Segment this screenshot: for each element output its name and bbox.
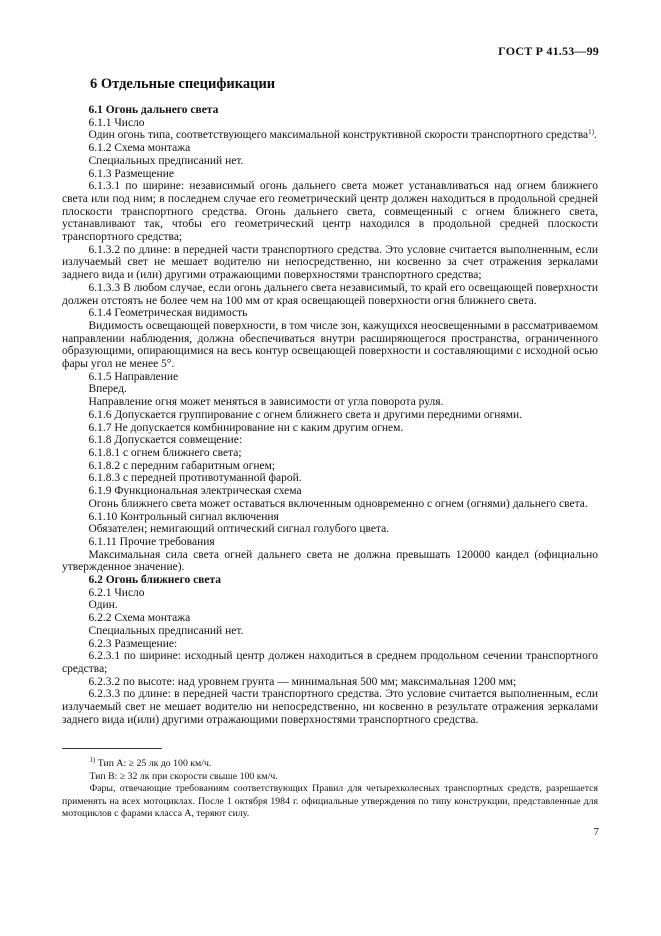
paragraph-text: Обязателен; немигающий оптический сигнал голубого цвета. xyxy=(88,523,390,536)
paragraph-text: 6.1.3.1 по ширине: независимый огонь дальнего света может устанавливаться над огнем ближнего света или под ним; в последнем случае его геометрический центр должен находиться в продольной средней плоскости транспортного средства. Огонь дальнего света, совмещенный с огнем ближнего света, устанавливают так, чтобы его геометрический центр находился в продольной средней плоскости транспортного средства; xyxy=(62,180,598,244)
page-number: 7 xyxy=(593,826,599,838)
paragraph xyxy=(62,117,598,130)
paragraph xyxy=(62,498,598,511)
footnote-text: Тип А: ≥ 25 лк до 100 км/ч. xyxy=(95,758,212,769)
paragraph xyxy=(62,511,598,524)
paragraph-text: 6.2 Огонь ближнего света xyxy=(88,574,222,587)
paragraph-text: 6.2.3.1 по ширине: исходный центр должен находиться в среднем продольном сечении транспортного средства; xyxy=(62,650,598,675)
paragraph-text: 6.1.3.3 В любом случае, если огонь дальнего света независимый, то край его освещающей поверхности должен отстоять не более чем на 100 мм от края освещающей поверхности огня ближнего света. xyxy=(62,281,598,307)
paragraph xyxy=(62,320,598,371)
paragraph xyxy=(62,371,598,384)
footnote-text: Тип В: ≥ 32 лк при скорости свыше 100 км/ч. xyxy=(89,770,278,782)
footnote-text: Фары, отвечающие требованиям соответствующих Правил для четырехколесных транспортных средств, разрешается применять на всех мотоциклах. После 1 октября 1984 г. официальные утверждения по типу конструкции, представленные для мотоциклов с фарами класса А, теряют силу. xyxy=(62,783,598,819)
paragraph-text: 6.1 Огонь дальнего света xyxy=(88,104,219,116)
paragraph xyxy=(62,307,598,320)
paragraph xyxy=(62,472,598,485)
paragraph xyxy=(62,612,598,625)
footnote xyxy=(62,783,598,821)
paragraph-text: 6.2.3 Размещение: xyxy=(88,637,178,650)
paragraph xyxy=(62,129,598,142)
paragraph-text: 6.1.8 Допускается совмещение: xyxy=(88,434,243,447)
paragraph-text: 6.1.7 Не допускается комбинирование ни с каким другим огнем. xyxy=(88,421,404,434)
paragraph-text: 6.1.4 Геометрическая видимость xyxy=(88,307,248,320)
paragraph xyxy=(62,422,598,435)
paragraph-text: 6.1.2 Схема монтажа xyxy=(88,142,191,155)
paragraph xyxy=(62,168,598,181)
paragraph xyxy=(62,638,598,651)
subsection-heading xyxy=(62,574,598,587)
paragraph-text: Специальных предписаний нет. xyxy=(88,154,244,167)
paragraph-text: Специальных предписаний нет. xyxy=(88,624,244,637)
paragraph xyxy=(62,282,598,307)
footnote-ref: 1) xyxy=(588,128,594,137)
paragraph xyxy=(62,396,598,409)
paragraph xyxy=(62,244,598,282)
footnote-separator xyxy=(62,748,162,749)
paragraph-tail: . xyxy=(593,129,597,142)
footnote xyxy=(62,758,598,771)
paragraph-text: Максимальная сила света огней дальнего света не должна превышать 120000 кандел (официально утвержденное значение). xyxy=(62,548,598,574)
paragraph xyxy=(62,650,598,675)
paragraph-text: 6.1.5 Направление xyxy=(88,370,179,383)
paragraph xyxy=(62,688,598,726)
paragraph-text: 6.1.10 Контрольный сигнал включения xyxy=(88,510,279,523)
paragraph xyxy=(62,383,598,396)
paragraph-text: 6.2.3.2 по высоте: над уровнем грунта — минимальная 500 мм; максимальная 1200 мм; xyxy=(88,675,517,688)
paragraph-text: 6.1.3.2 по длине: в передней части транспортного средства. Это условие считается выполненным, если излучаемый свет не мешает водителю ни непосредственно, ни косвенно за счет отражения зеркалами заднего вида и (или) другими отражающими поверхностями транспортного средства; xyxy=(62,243,598,282)
footnote xyxy=(62,771,598,784)
paragraph-text: Один огонь типа, соответствующего максимальной конструктивной скорости транспортного средства xyxy=(88,129,589,142)
paragraph-text: 6.1.8.1 с огнем ближнего света; xyxy=(88,446,242,459)
paragraph xyxy=(62,676,598,689)
paragraph-text: Направление огня может меняться в зависимости от угла поворота руля. xyxy=(88,396,444,409)
paragraph xyxy=(62,409,598,422)
paragraph-text: 6.1.8.3 с передней противотуманной фарой. xyxy=(88,472,302,485)
paragraph xyxy=(62,142,598,155)
paragraph-text: Вперед. xyxy=(88,383,127,396)
footnote-mark: 1) xyxy=(89,756,96,764)
paragraph xyxy=(62,587,598,600)
section-title: 6 Отдельные спецификации xyxy=(90,76,276,92)
paragraph xyxy=(62,180,598,244)
paragraph-text: 6.1.8.2 с передним габаритным огнем; xyxy=(88,459,276,472)
paragraph-text: 6.2.1 Число xyxy=(88,586,145,599)
paragraph xyxy=(62,447,598,460)
subsection-heading xyxy=(62,104,598,117)
paragraph-text: Один. xyxy=(88,599,118,612)
paragraph-text: 6.2.2 Схема монтажа xyxy=(88,612,191,625)
paragraph-text: Огонь ближнего света может оставаться включенным одновременно с огнем (огнями) дальнего света. xyxy=(88,497,588,510)
paragraph xyxy=(62,536,598,549)
paragraph xyxy=(62,625,598,638)
paragraph-text: 6.1.11 Прочие требования xyxy=(88,535,215,548)
paragraph xyxy=(62,434,598,447)
footnotes xyxy=(62,758,598,821)
paragraph xyxy=(62,460,598,473)
paragraph-text: 6.1.6 Допускается группирование с огнем ближнего света и другими передними огнями. xyxy=(88,408,523,421)
paragraph-text: Видимость освещающей поверхности, в том числе зон, кажущихся неосвещенными в рассматриваемом направлении наблюдения, должна обеспечиваться внутри расширяющегося пространства, ограниченного образующими, опирающимися на весь контур освещающей поверхности и составляющими с исходной осью фары угол не менее 5°. xyxy=(62,319,598,371)
paragraph-text: 6.2.3.3 по длине: в передней части транспортного средства. Это условие считается выполненным, если излучаемый свет не мешает водителю ни непосредственно, ни косвенно в результате отражения зеркалами заднего вида и(или) другими отражающими поверхностями транспортного средства. xyxy=(62,688,598,726)
paragraph xyxy=(62,155,598,168)
paragraph xyxy=(62,523,598,536)
paragraph-text: 6.1.9 Функциональная электрическая схема xyxy=(88,485,302,498)
paragraph-text: 6.1.3 Размещение xyxy=(88,167,174,180)
paragraph xyxy=(62,549,598,574)
paragraph xyxy=(62,485,598,498)
paragraph-text: 6.1.1 Число xyxy=(88,116,145,129)
standard-header: ГОСТ Р 41.53—99 xyxy=(498,44,599,58)
body-text xyxy=(62,104,598,726)
paragraph xyxy=(62,599,598,612)
